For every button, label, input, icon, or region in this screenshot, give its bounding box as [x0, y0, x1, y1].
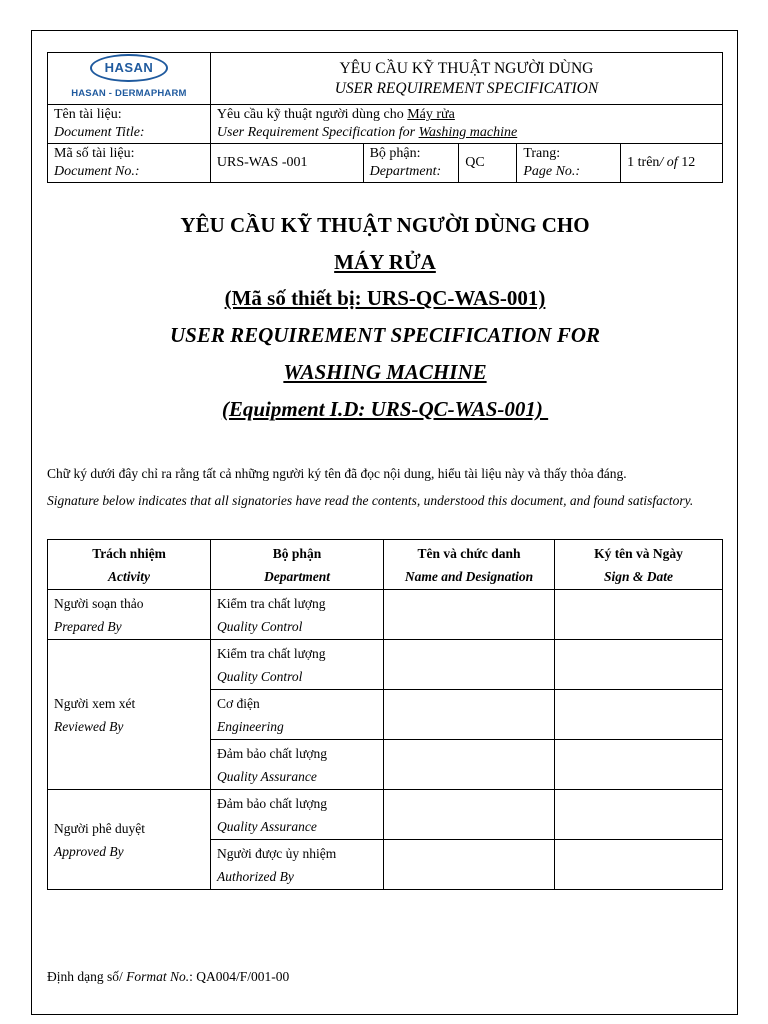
department-en: Engineering — [217, 718, 284, 734]
name-designation-field[interactable] — [384, 790, 555, 840]
department-vn: Đảm bảo chất lượng — [217, 745, 328, 761]
doc-no-label-vn: Mã số tài liệu: — [54, 146, 135, 161]
department-vn: Cơ điện — [217, 695, 260, 711]
main-title — [47, 207, 723, 427]
logo-subtitle: HASAN - DERMAPHARM — [71, 88, 187, 99]
page-of: / of — [659, 155, 678, 170]
doc-title-label — [48, 105, 211, 144]
department-cell — [211, 840, 384, 890]
department-cell — [211, 590, 384, 640]
department-cell — [211, 640, 384, 690]
header-title-en: USER REQUIREMENT SPECIFICATION — [334, 79, 599, 97]
document-header — [47, 52, 723, 183]
sign-date-field[interactable] — [555, 790, 723, 840]
dept-label — [363, 144, 459, 183]
name-designation-field[interactable] — [384, 840, 555, 890]
logo-cell — [48, 53, 211, 105]
main-title-line3: (Mã số thiết bị: URS-QC-WAS-001) — [224, 286, 546, 311]
col-sign-date-vn: Ký tên và Ngày — [594, 545, 683, 561]
col-activity-vn: Trách nhiệm — [92, 545, 166, 561]
main-title-line6: (Equipment I.D: URS-QC-WAS-001) — [221, 396, 549, 421]
reviewed-by-vn: Người xem xét — [54, 695, 136, 711]
col-sign-date — [555, 540, 723, 590]
dept-value: QC — [459, 144, 517, 183]
main-title-line2: MÁY RỬA — [334, 249, 436, 274]
name-designation-field[interactable] — [384, 740, 555, 790]
sign-date-field[interactable] — [555, 840, 723, 890]
sign-date-field[interactable] — [555, 740, 723, 790]
approved-by-vn: Người phê duyệt — [54, 820, 145, 836]
col-name-en: Name and Designation — [404, 568, 534, 584]
page-value — [621, 144, 723, 183]
department-cell — [211, 690, 384, 740]
name-designation-field[interactable] — [384, 590, 555, 640]
doc-title-label-vn: Tên tài liệu: — [54, 107, 122, 122]
logo-oval — [90, 54, 168, 82]
doc-no-label-en: Document No.: — [54, 164, 140, 179]
format-value: : QA004/F/001-00 — [189, 969, 290, 984]
doc-title-vn-subject: Máy rửa — [407, 107, 455, 122]
approved-by-cell — [48, 790, 211, 890]
department-en: Quality Assurance — [217, 768, 317, 784]
col-sign-date-en: Sign & Date — [603, 568, 673, 584]
format-number — [47, 969, 289, 985]
dept-label-vn: Bộ phận: — [369, 146, 421, 161]
doc-no-label — [48, 144, 211, 183]
department-cell — [211, 740, 384, 790]
header-title — [210, 53, 722, 105]
doc-title-en — [217, 124, 716, 142]
sign-date-field[interactable] — [555, 690, 723, 740]
reviewed-by-cell — [48, 640, 211, 790]
department-vn: Người được ủy nhiệm — [217, 845, 337, 861]
col-activity — [48, 540, 211, 590]
company-logo — [48, 54, 210, 103]
format-label-vn: Định dạng số/ — [47, 969, 127, 984]
department-cell — [211, 790, 384, 840]
table-row — [48, 640, 723, 690]
table-row — [48, 790, 723, 840]
signature-header-row — [48, 540, 723, 590]
main-title-line5: WASHING MACHINE — [283, 359, 487, 384]
doc-title-label-en: Document Title: — [54, 125, 145, 140]
approved-by-en: Approved By — [54, 843, 124, 859]
header-title-vn: YÊU CẦU KỸ THUẬT NGƯỜI DÙNG — [339, 59, 594, 77]
department-en: Authorized By — [217, 868, 294, 884]
prepared-by-en: Prepared By — [54, 618, 122, 634]
page-total: 12 — [681, 155, 696, 170]
department-en: Quality Assurance — [217, 818, 317, 834]
department-vn: Kiểm tra chất lượng — [217, 595, 326, 611]
main-title-line1: YÊU CẦU KỸ THUẬT NGƯỜI DÙNG CHO — [180, 213, 590, 237]
table-row — [48, 590, 723, 640]
col-name-vn: Tên và chức danh — [417, 545, 521, 561]
col-department — [211, 540, 384, 590]
doc-no-value: URS-WAS -001 — [210, 144, 363, 183]
reviewed-by-en: Reviewed By — [54, 718, 124, 734]
statement-en: Signature below indicates that all signatories have read the contents, understood this document, and found satisfactory. — [47, 493, 694, 508]
col-department-vn: Bộ phận — [272, 545, 322, 561]
department-vn: Đảm bảo chất lượng — [217, 795, 328, 811]
dept-label-en: Department: — [369, 164, 442, 179]
sign-date-field[interactable] — [555, 640, 723, 690]
prepared-by-vn: Người soạn thảo — [54, 595, 144, 611]
doc-title-en-prefix: User Requirement Specification for — [216, 125, 419, 140]
doc-title-value — [210, 105, 722, 144]
col-department-en: Department — [264, 568, 330, 584]
doc-title-vn-prefix: Yêu cầu kỹ thuật người dùng cho — [216, 107, 408, 122]
main-title-line4: USER REQUIREMENT SPECIFICATION FOR — [169, 323, 601, 348]
page-label-en: Page No.: — [523, 164, 581, 179]
name-designation-field[interactable] — [384, 640, 555, 690]
name-designation-field[interactable] — [384, 690, 555, 740]
doc-title-en-subject: Washing machine — [418, 125, 518, 140]
prepared-by-cell — [48, 590, 211, 640]
col-name — [384, 540, 555, 590]
sign-date-field[interactable] — [555, 590, 723, 640]
page-label-vn: Trang: — [523, 146, 561, 161]
page-label — [517, 144, 621, 183]
department-en: Quality Control — [217, 618, 303, 634]
department-en: Quality Control — [217, 668, 303, 684]
statement-vn: Chữ ký dưới đây chỉ ra rằng tất cả những người ký tên đã đọc nội dung, hiểu tài liệu này và thấy thỏa đáng. — [47, 466, 627, 481]
signature-table — [47, 539, 723, 890]
page-current: 1 trên — [627, 155, 660, 170]
doc-title-vn — [217, 106, 716, 124]
col-activity-en: Activity — [108, 568, 150, 584]
department-vn: Kiểm tra chất lượng — [217, 645, 326, 661]
format-label-en: Format No. — [126, 969, 190, 984]
logo-name: HASAN — [104, 60, 154, 75]
